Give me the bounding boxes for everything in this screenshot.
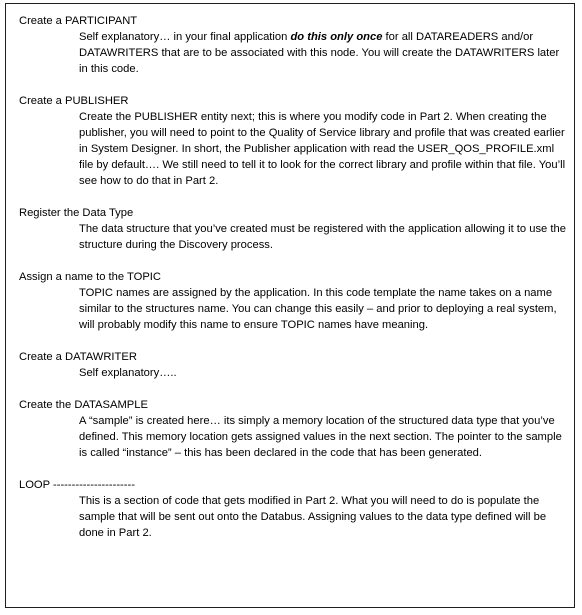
section-body — [79, 29, 569, 77]
section-heading: Register the Data Type — [19, 207, 134, 219]
document-frame — [5, 3, 575, 608]
section-register-data-type — [19, 205, 571, 253]
section-participant — [19, 13, 571, 77]
section-body: A “sample” is created here… its simply a memory location of the structured data type that you’ve defined. This memory location gets assigned values in the next section. The pointer to the sample is called “instance” – this has been declared in the code that has been generated. — [79, 415, 562, 459]
section-heading: Assign a name to the TOPIC — [19, 271, 161, 283]
section-body: The data structure that you’ve created must be registered with the application allowing it to use the structure during the Discovery process. — [79, 223, 566, 251]
section-datasample — [19, 397, 571, 461]
section-heading: Create a PARTICIPANT — [19, 15, 138, 27]
section-publisher — [19, 93, 571, 189]
section-heading: Create a DATAWRITER — [19, 351, 137, 363]
emphasis-text: do this only once — [290, 31, 383, 43]
section-heading: Create a PUBLISHER — [19, 95, 129, 107]
document-content — [19, 13, 571, 557]
section-heading: Create the DATASAMPLE — [19, 399, 148, 411]
body-text-end: for all DATAREADERS and/or DATAWRITERS that are to be associated with this node. You will create the DATAWRITERS later in this code. — [79, 31, 560, 75]
section-body: TOPIC names are assigned by the application. In this code template the name takes on a name similar to the structures name. You can change this easily – and prior to deploying a real system, will probably modify this name to ensure TOPIC names have meaning. — [79, 287, 557, 331]
section-body: This is a section of code that gets modified in Part 2. What you will need to do is populate the sample that will be sent out onto the Databus. Assigning values to the data type defined will be done in Part 2. — [79, 495, 547, 539]
section-loop — [19, 477, 571, 541]
section-body: Self explanatory….. — [79, 367, 177, 379]
body-text-start: Self explanatory… in your final application — [79, 31, 291, 43]
section-datawriter — [19, 349, 571, 381]
section-body: Create the PUBLISHER entity next; this is where you modify code in Part 2. When creating the publisher, you will need to point to the Quality of Service library and profile that was created earlier in System Designer. In short, the Publisher application with read the USER_QOS_PROFILE.xml file by default…. We still need to tell it to look for the correct library and profile within that file. You’ll see how to do that in Part 2. — [79, 111, 566, 187]
section-heading: LOOP ---------------------- — [19, 479, 135, 491]
section-topic-name — [19, 269, 571, 333]
